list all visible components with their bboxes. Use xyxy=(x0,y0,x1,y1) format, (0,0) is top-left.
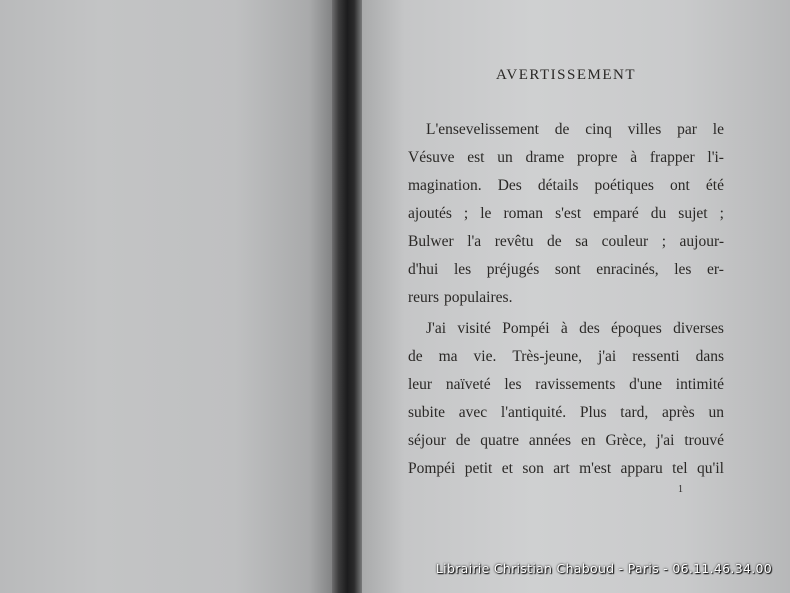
bookseller-watermark: Librairie Christian Chaboud - Paris - 06.11.46.34.00 xyxy=(435,561,772,576)
text-line: reurs populaires. xyxy=(408,289,513,306)
text-line: Bulwer l'a revêtu de sa couleur ; aujour- xyxy=(408,233,724,250)
text-line: magination. Des détails poétiques ont été xyxy=(408,177,724,194)
text-line: ajoutés ; le roman s'est emparé du sujet ; xyxy=(408,205,724,222)
paragraph-1 xyxy=(408,116,724,312)
text-line: d'hui les préjugés sont enracinés, les er- xyxy=(408,261,724,278)
page-number: 1 xyxy=(678,484,683,495)
page-text xyxy=(408,66,724,483)
paragraph-2 xyxy=(408,315,724,483)
text-line: J'ai visité Pompéi à des époques diverses xyxy=(426,320,724,337)
text-line: séjour de quatre années en Grèce, j'ai trouvé xyxy=(408,432,724,449)
text-line: de ma vie. Très-jeune, j'ai ressenti dans xyxy=(408,348,724,365)
text-line: Vésuve est un drame propre à frapper l'i- xyxy=(408,149,724,166)
book-gutter xyxy=(332,0,366,593)
text-line: Pompéi petit et son art m'est apparu tel qu'il xyxy=(408,460,724,477)
text-line: leur naïveté les ravissements d'une intimité xyxy=(408,376,724,393)
page-heading: AVERTISSEMENT xyxy=(496,67,636,83)
text-line: L'ensevelissement de cinq villes par le xyxy=(426,121,724,138)
left-blank-page xyxy=(0,0,336,593)
text-line: subite avec l'antiquité. Plus tard, après un xyxy=(408,404,724,421)
